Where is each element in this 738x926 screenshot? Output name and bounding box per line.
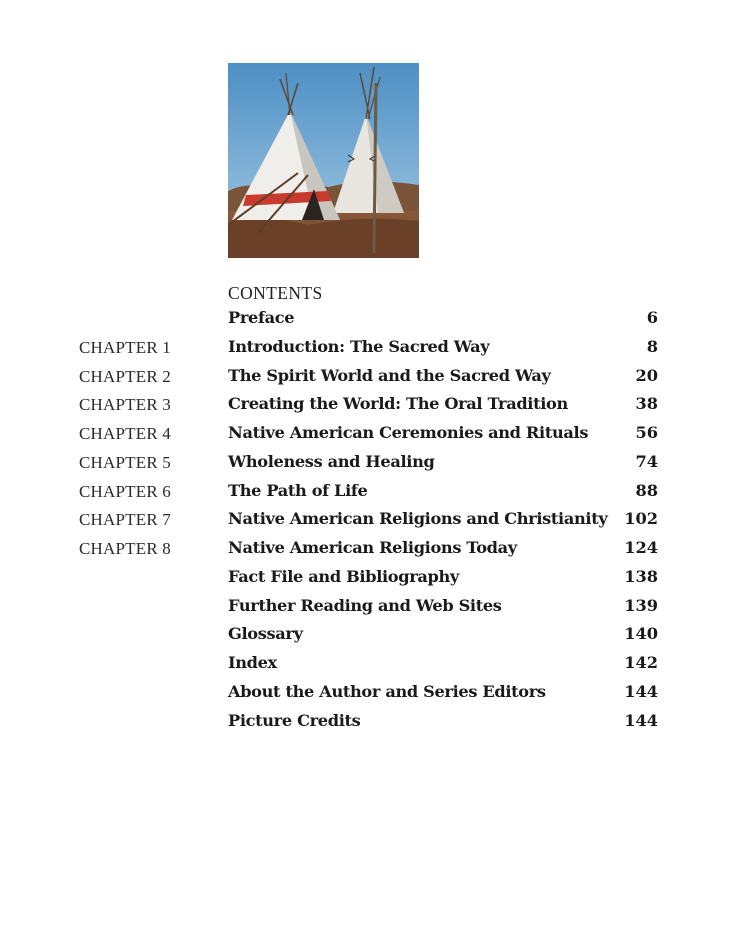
toc-row	[0, 652, 738, 681]
toc-page-number: 38	[635, 394, 658, 414]
toc-row	[0, 480, 738, 509]
toc-entry-title: Glossary	[228, 624, 303, 644]
toc-entry-title: About the Author and Series Editors	[228, 681, 546, 701]
chapter-label: CHAPTER 5	[79, 452, 172, 472]
chapter-label: CHAPTER 7	[79, 510, 172, 530]
chapter-label: CHAPTER 1	[79, 337, 172, 357]
toc-entry-title: The Spirit World and the Sacred Way	[228, 365, 551, 385]
toc-row	[0, 365, 738, 394]
chapter-label: CHAPTER 6	[79, 481, 172, 501]
toc-entry-title: Wholeness and Healing	[228, 451, 435, 471]
toc-page-number: 124	[624, 538, 658, 557]
toc-entry-title: Further Reading and Web Sites	[228, 595, 502, 615]
chapter-label: CHAPTER 4	[79, 424, 172, 443]
toc-entry-title: Fact File and Bibliography	[228, 566, 459, 586]
toc-page-number: 6	[646, 308, 658, 327]
toc-entry-title: Native American Religions Today	[228, 538, 517, 557]
toc-entry-title: Picture Credits	[228, 710, 361, 730]
toc-row	[0, 623, 738, 652]
toc-row	[0, 508, 738, 537]
toc-page-number: 138	[624, 566, 658, 586]
tipi-photo	[228, 63, 419, 258]
contents-heading: CONTENTS	[228, 283, 323, 303]
toc-page-number: 88	[635, 480, 658, 500]
toc-entry-title: Native American Religions and Christianity	[228, 509, 608, 529]
toc-page-number: 56	[635, 423, 658, 442]
chapter-label: CHAPTER 3	[79, 395, 172, 415]
toc-page-number: 144	[624, 710, 658, 730]
toc-page-number: 102	[624, 509, 658, 529]
toc-row	[0, 336, 738, 365]
toc-entry-title: Native American Ceremonies and Rituals	[228, 423, 589, 442]
toc-page-number: 74	[635, 451, 658, 471]
toc-row	[0, 710, 738, 739]
toc-page-number: 8	[646, 336, 658, 356]
toc-page-number: 142	[624, 653, 658, 672]
toc-page-number: 139	[624, 595, 658, 615]
toc-row	[0, 422, 738, 451]
toc-row	[0, 681, 738, 710]
toc-entry-title: The Path of Life	[228, 480, 368, 500]
toc-row	[0, 307, 738, 336]
chapter-label: CHAPTER 8	[79, 539, 172, 558]
toc-entry-title: Index	[228, 653, 277, 672]
toc-page-number: 140	[624, 624, 658, 644]
toc-entry-title: Introduction: The Sacred Way	[228, 336, 490, 356]
toc-page-number: 20	[635, 365, 658, 385]
chapter-label: CHAPTER 2	[79, 366, 172, 386]
toc-row	[0, 595, 738, 624]
toc-row	[0, 451, 738, 480]
toc-row	[0, 393, 738, 422]
toc-page-number: 144	[624, 681, 658, 701]
toc-entry-title: Preface	[228, 308, 295, 327]
table-of-contents	[0, 307, 738, 738]
toc-row	[0, 537, 738, 566]
toc-row	[0, 566, 738, 595]
toc-entry-title: Creating the World: The Oral Tradition	[228, 394, 568, 414]
